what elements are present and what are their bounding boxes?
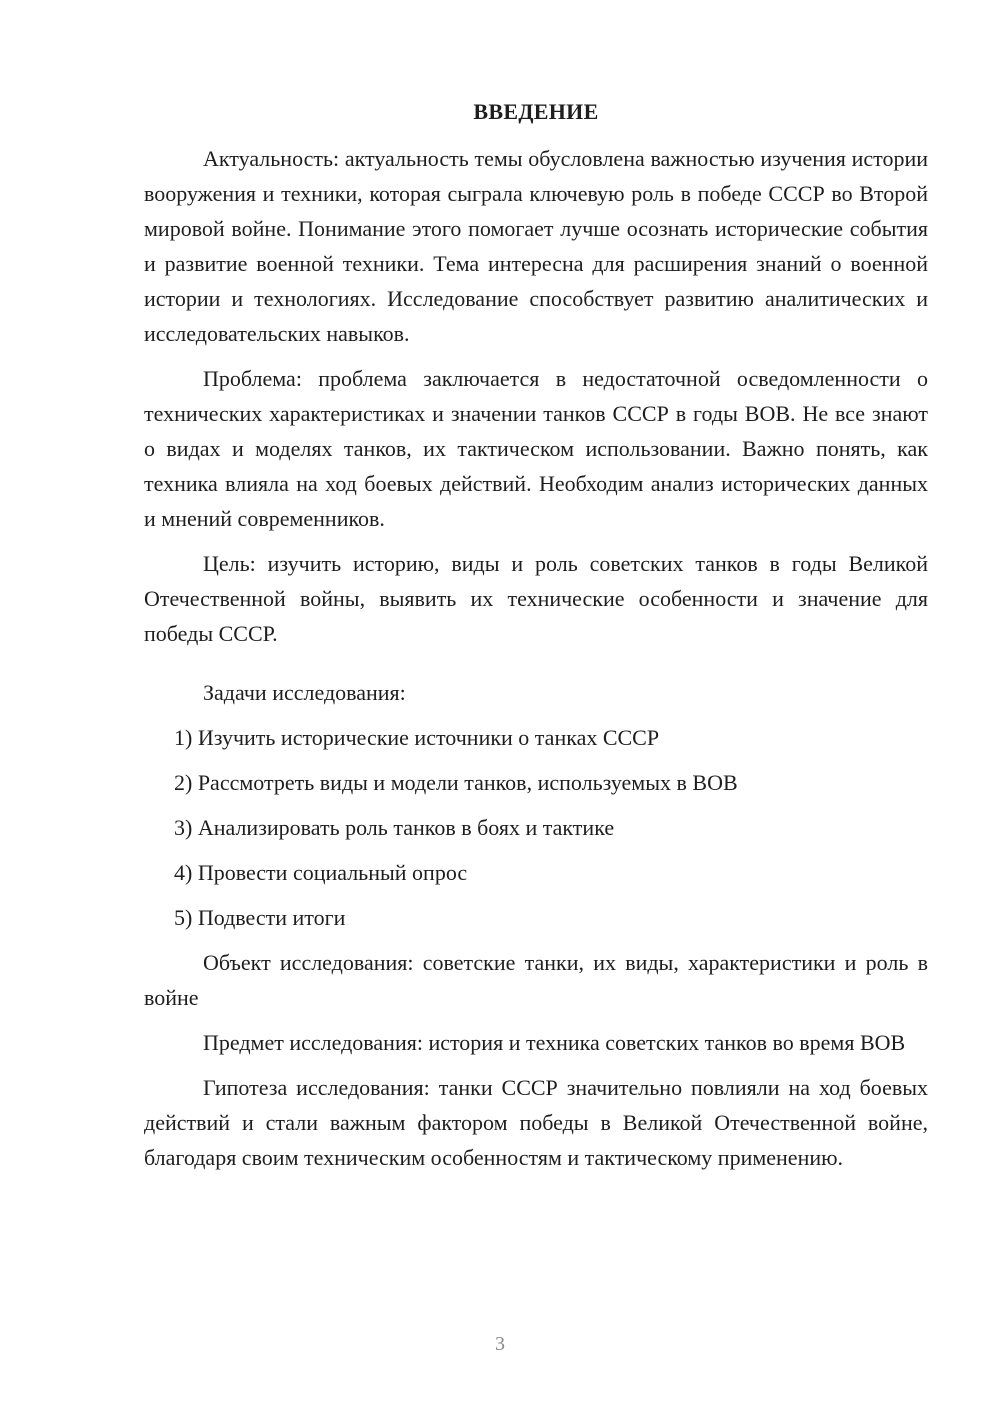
task-item: 4) Провести социальный опрос <box>174 860 468 885</box>
object-paragraph: Объект исследования: советские танки, их виды, характеристики и роль в войне <box>144 950 928 1010</box>
problem-paragraph: Проблема: проблема заключается в недостаточной осведомленности о технических характеристиках и значении танков СССР в годы ВОВ. Не все знают о видах и моделях танков, их тактическом использовании. Важно понять, как техника влияла на ход боевых действий. Необходим анализ исторических данных и мнений современников. <box>144 366 928 531</box>
goal-paragraph: Цель: изучить историю, виды и роль советских танков в годы Великой Отечественной войны, выявить их технические особенности и значение для победы СССР. <box>144 551 928 646</box>
task-item: 3) Анализировать роль танков в боях и тактике <box>174 815 615 840</box>
task-item: 2) Рассмотреть виды и модели танков, используемых в ВОВ <box>174 770 738 795</box>
page-number: 3 <box>495 1333 505 1355</box>
relevance-paragraph: Актуальность: актуальность темы обусловлена важностью изучения истории вооружения и техники, которая сыграла ключевую роль в победе СССР во Второй мировой войне. Понимание этого помогает лучше осознать исторические события и развитие военной техники. Тема интересна для расширения знаний о военной истории и технологиях. Исследование способствует развитию аналитических и исследовательских навыков. <box>144 146 928 346</box>
section-heading: ВВЕДЕНИЕ <box>473 99 599 124</box>
task-item: 5) Подвести итоги <box>174 905 346 930</box>
document-page <box>144 94 928 1175</box>
subject-paragraph: Предмет исследования: история и техника советских танков во время ВОВ <box>203 1030 906 1055</box>
tasks-heading: Задачи исследования: <box>203 680 406 705</box>
task-item: 1) Изучить исторические источники о танках СССР <box>174 725 660 750</box>
hypothesis-paragraph: Гипотеза исследования: танки СССР значительно повлияли на ход боевых действий и стали важным фактором победы в Великой Отечественной войне, благодаря своим техническим особенностям и тактическому применению. <box>144 1075 928 1170</box>
